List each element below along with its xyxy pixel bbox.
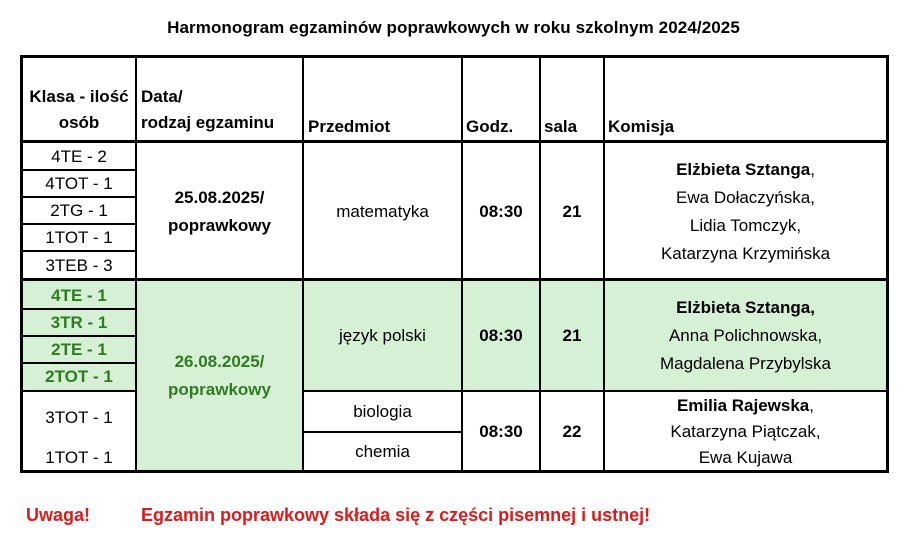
exam-type-text: poprawkowy: [168, 380, 271, 399]
header-divider: [20, 140, 889, 143]
class-cell: 1TOT - 1: [45, 227, 113, 247]
subject-cell: chemia: [355, 442, 410, 461]
committee-head-line: [677, 393, 814, 419]
committee-head: Elżbieta Sztanga: [676, 159, 811, 179]
class-cell: 3TEB - 3: [45, 255, 113, 275]
subject-cell: język polski: [339, 326, 426, 345]
header-data: [141, 84, 274, 136]
col-divider: [135, 55, 137, 473]
class-cell: 1TOT - 1: [45, 448, 113, 467]
class-cell: 4TE - 2: [51, 146, 107, 166]
col-divider: [461, 55, 463, 473]
exam-date-1: [136, 143, 303, 280]
row-line: [303, 431, 462, 433]
row-line: [20, 362, 136, 364]
committee-member: Katarzyna Piątczak,: [670, 422, 821, 441]
room-cell: 21: [562, 201, 582, 221]
date-text: 25.08.2025/: [174, 187, 265, 207]
header-data-line1: Data/: [141, 87, 183, 106]
committee-member: Lidia Tomczyk,: [689, 215, 802, 235]
committee-head: Emilia Rajewska: [676, 396, 810, 415]
committee-member: Anna Polichnowska,: [668, 326, 823, 345]
page-title: Harmonogram egzaminów poprawkowych w roku szkolnym 2024/2025: [167, 18, 740, 37]
footer-label: Uwaga!: [26, 505, 91, 525]
table-border-top: [20, 55, 889, 58]
committee-head-suffix: ,: [810, 159, 815, 179]
committee-member: Katarzyna Krzymińska: [660, 243, 831, 263]
committee-member: Ewa Kujawa: [698, 448, 793, 467]
header-klasa-line1: Klasa - ilość: [29, 87, 129, 106]
table-border-right: [886, 55, 889, 473]
time-cell: 08:30: [479, 422, 523, 441]
class-cell: 4TE - 1: [51, 285, 107, 305]
footer-text: Egzamin poprawkowy składa się z części pisemnej i ustnej!: [141, 505, 651, 525]
group-divider: [20, 278, 889, 281]
row-line: [20, 308, 136, 310]
header-data-line2: rodzaj egzaminu: [141, 113, 275, 132]
header-klasa: [22, 84, 136, 136]
class-cell: 3TR - 1: [50, 312, 108, 332]
room-cell: 22: [562, 422, 582, 441]
row-line: [20, 196, 136, 198]
class-cell: 2TOT - 1: [45, 367, 113, 386]
committee-head-suffix: ,: [809, 396, 815, 415]
table-border-left: [20, 55, 23, 473]
header-przedmiot: Przedmiot: [308, 117, 391, 136]
time-cell: 08:30: [479, 326, 523, 345]
room-cell: 21: [562, 326, 582, 345]
committee-member: Magdalena Przybylska: [659, 354, 832, 373]
row-line: [20, 390, 136, 392]
row-line: [20, 169, 136, 171]
header-sala: sala: [544, 117, 578, 136]
date-text: 26.08.2025/: [174, 352, 265, 371]
header-godz: Godz.: [466, 117, 514, 136]
subject-cell: biologia: [353, 402, 412, 421]
row-line: [20, 335, 136, 337]
committee-head-line: [676, 156, 815, 184]
row-line: [20, 250, 136, 252]
row-line: [303, 390, 888, 392]
exam-type-text: poprawkowy: [168, 215, 271, 235]
committee-cell: [604, 392, 887, 472]
class-cell: 2TE - 1: [51, 339, 107, 359]
committee-member: Ewa Dołaczyńska,: [676, 187, 815, 207]
exam-date-2: [136, 280, 303, 472]
header-komisja: Komisja: [608, 117, 675, 136]
committee-cell: [604, 143, 887, 280]
col-divider: [302, 55, 304, 473]
time-cell: 08:30: [479, 201, 523, 221]
class-cell: 2TG - 1: [50, 200, 108, 220]
class-cell: 3TOT - 1: [45, 408, 113, 427]
col-divider: [603, 55, 605, 473]
table-border-bottom: [20, 470, 889, 473]
subject-cell: matematyka: [336, 201, 429, 221]
col-divider: [539, 55, 541, 473]
committee-head: Elżbieta Sztanga,: [676, 298, 815, 317]
committee-cell: [604, 280, 887, 392]
class-cell: 4TOT - 1: [45, 173, 113, 193]
row-line: [20, 223, 136, 225]
header-klasa-line2: osób: [58, 113, 100, 132]
